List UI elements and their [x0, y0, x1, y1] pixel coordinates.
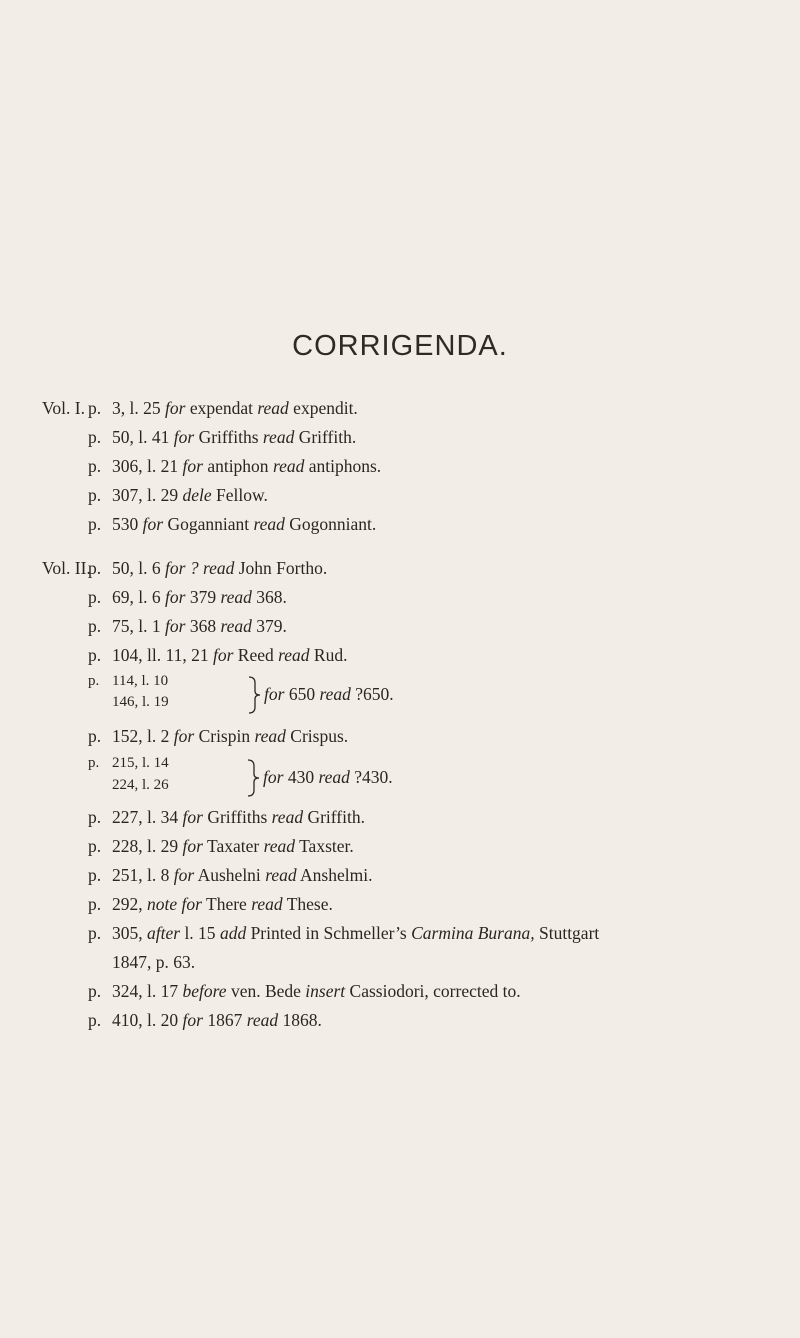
braced-correction: for 430 read ?430. [263, 767, 393, 787]
vol-2-label: Vol. II. [42, 558, 91, 578]
corrigendum-entry: p. 306, l. 21 for antiphon read antiphons. [88, 456, 382, 476]
page-title: CORRIGENDA. [292, 330, 508, 362]
corrigendum-entry: p. 530 for Goganniant read Gogonniant. [88, 514, 377, 534]
corrigendum-continuation: 1847, p. 63. [112, 952, 196, 972]
braced-line-2: 146, l. 19 [112, 694, 169, 710]
corrigendum-entry: p. 228, l. 29 for Taxater read Taxster. [88, 836, 354, 856]
corrigendum-entry: p. 410, l. 20 for 1867 read 1868. [88, 1010, 322, 1030]
brace-icon [247, 675, 263, 715]
corrigendum-entry: p. 50, l. 41 for Griffiths read Griffith. [88, 427, 357, 447]
corrigendum-entry: p. 227, l. 34 for Griffiths read Griffith. [88, 807, 365, 827]
brace-icon [246, 758, 262, 798]
vol-1-label: Vol. I. [42, 398, 85, 418]
corrigendum-entry: p. 75, l. 1 for 368 read 379. [88, 616, 287, 636]
corrigendum-entry: p. 3, l. 25 for expendat read expendit. [88, 398, 358, 418]
corrigendum-entry: p. 69, l. 6 for 379 read 368. [88, 587, 287, 607]
braced-line-1: p. 114, l. 10 [88, 673, 169, 689]
corrigendum-entry: p. 50, l. 6 for ? read John Fortho. [88, 558, 328, 578]
corrigendum-entry: p. 324, l. 17 before ven. Bede insert Cassiodori, corrected to. [88, 981, 521, 1001]
corrigendum-entry: p. 305, after l. 15 add Printed in Schmeller’s Carmina Burana, Stuttgart [88, 923, 600, 943]
braced-correction: for 650 read ?650. [264, 684, 394, 704]
braced-line-2: 224, l. 26 [112, 777, 169, 793]
corrigendum-entry: p. 251, l. 8 for Aushelni read Anshelmi. [88, 865, 373, 885]
corrigendum-entry: p. 307, l. 29 dele Fellow. [88, 485, 268, 505]
corrigendum-entry: p. 104, ll. 11, 21 for Reed read Rud. [88, 645, 348, 665]
corrigendum-entry: p. 292, note for There read These. [88, 894, 333, 914]
corrigendum-entry: p. 152, l. 2 for Crispin read Crispus. [88, 726, 349, 746]
braced-line-1: p. 215, l. 14 [88, 755, 169, 771]
